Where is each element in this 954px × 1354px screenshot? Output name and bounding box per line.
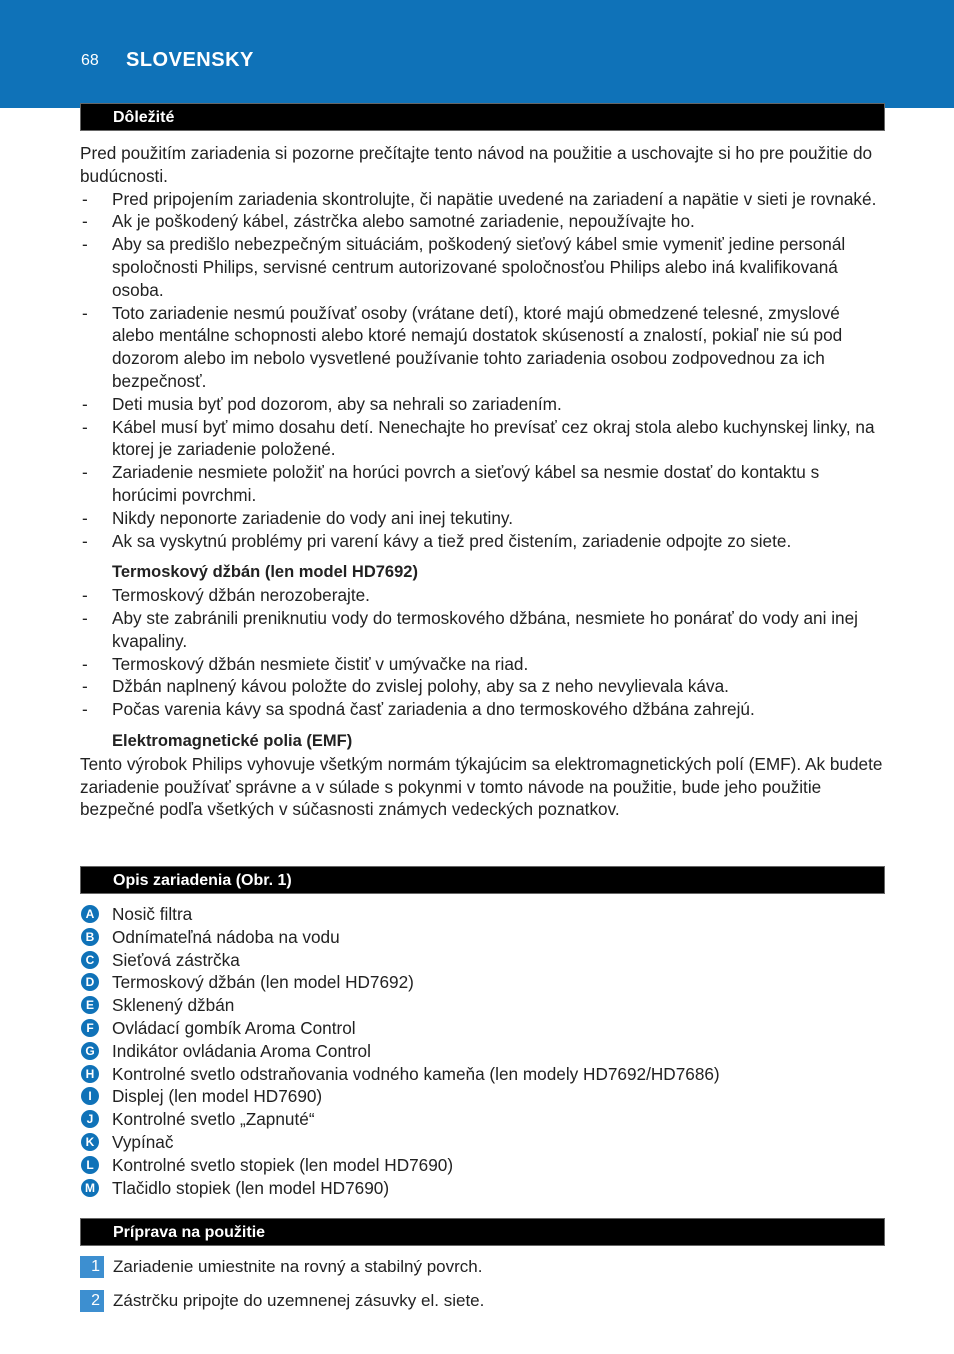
section-header-description bbox=[80, 866, 885, 894]
parts-legend bbox=[80, 903, 885, 1199]
legend-item: F Ovládací gombík Aroma Control bbox=[80, 1017, 885, 1040]
legend-item: I Displej (len model HD7690) bbox=[80, 1085, 885, 1108]
legend-item: H Kontrolné svetlo odstraňovania vodného kameňa (len modely HD7692/HD7686) bbox=[80, 1063, 885, 1086]
list-item: - Aby ste zabránili preniknutiu vody do termoskového džbána, nesmiete ho ponárať do vody ani inej kvapaliny. bbox=[82, 607, 858, 651]
page-number: 68 bbox=[81, 52, 99, 69]
thermo-subheading: Termoskový džbán (len model HD7692) bbox=[112, 563, 418, 582]
list-item: - Ak je poškodený kábel, zástrčka alebo samotné zariadenie, nepoužívajte ho. bbox=[82, 211, 695, 232]
intro-paragraph: Pred použitím zariadenia si pozorne prečítajte tento návod na použitie a uschovajte si ho pre použitie do budúcnosti. bbox=[80, 143, 873, 186]
safety-list bbox=[80, 188, 885, 553]
list-item: - Džbán naplnený kávou položte do zvislej polohy, aby sa z neho nevylievala káva. bbox=[82, 676, 729, 697]
step-text: Zástrčku pripojte do uzemnenej zásuvky el. siete. bbox=[113, 1291, 485, 1310]
list-item: - Toto zariadenie nesmú používať osoby (vrátane detí), ktoré majú obmedzené telesné, zmyslové alebo mentálne schopnosti alebo ktoré nemajú dostatok skúseností a znalostí, pokiaľ nie sú pod dozorom alebo im nebolo vysvetlené používanie tohto zariadenia osobou zodpovednou za ich bezpečnosť. bbox=[82, 302, 843, 391]
legend-item: E Sklenený džbán bbox=[80, 994, 885, 1017]
legend-item: J Kontrolné svetlo „Zapnuté“ bbox=[80, 1108, 885, 1131]
list-item: - Pred pripojením zariadenia skontrolujte, či napätie uvedené na zariadení a napätie v sieti je rovnaké. bbox=[82, 188, 877, 209]
step-2 bbox=[80, 1290, 885, 1312]
emf-subheading: Elektromagnetické polia (EMF) bbox=[112, 731, 353, 750]
emf-paragraph: Tento výrobok Philips vyhovuje všetkým normám týkajúcim sa elektromagnetických polí (EMF). Ak budete zariadenie používať správne a v súlade s pokynmi v tomto návode na použitie, bude jeho použitie bezpečné podľa všetkých v súčasnosti známych vedeckých poznatkov. bbox=[80, 753, 883, 820]
important-content bbox=[80, 142, 885, 821]
letter-badge-icon: B bbox=[81, 928, 99, 946]
letter-badge-icon: M bbox=[81, 1179, 99, 1197]
legend-item: B Odnímateľná nádoba na vodu bbox=[80, 926, 885, 949]
legend-item: K Vypínač bbox=[80, 1131, 885, 1154]
step-1 bbox=[80, 1256, 885, 1278]
letter-badge-icon: K bbox=[81, 1133, 99, 1151]
legend-item: L Kontrolné svetlo stopiek (len model HD7690) bbox=[80, 1154, 885, 1177]
letter-badge-icon: G bbox=[81, 1042, 99, 1060]
legend-item: G Indikátor ovládania Aroma Control bbox=[80, 1040, 885, 1063]
letter-badge-icon: A bbox=[81, 905, 99, 923]
list-item: - Deti musia byť pod dozorom, aby sa nehrali so zariadením. bbox=[82, 393, 562, 414]
step-number: 1 bbox=[80, 1256, 104, 1278]
step-text: Zariadenie umiestnite na rovný a stabilný povrch. bbox=[113, 1257, 483, 1276]
list-item: - Aby sa predišlo nebezpečným situáciám, poškodený sieťový kábel smie vymeniť jedine personál spoločnosti Philips, servisné centrum autorizované spoločnosťou Philips alebo iná kvalifikovaná osoba. bbox=[82, 234, 846, 300]
legend-item: D Termoskový džbán (len model HD7692) bbox=[80, 971, 885, 994]
list-item: - Nikdy neponorte zariadenie do vody ani inej tekutiny. bbox=[82, 507, 513, 528]
legend-item: C Sieťová zástrčka bbox=[80, 949, 885, 972]
letter-badge-icon: J bbox=[81, 1110, 99, 1128]
list-item: - Zariadenie nesmiete položiť na horúci povrch a sieťový kábel sa nesmie dostať do kontaktu s horúcimi povrchmi. bbox=[82, 462, 820, 505]
list-item: - Termoskový džbán nesmiete čistiť v umývačke na riad. bbox=[82, 653, 529, 674]
list-item: - Počas varenia kávy sa spodná časť zariadenia a dno termoskového džbána zahrejú. bbox=[82, 699, 755, 720]
legend-item: M Tlačidlo stopiek (len model HD7690) bbox=[80, 1177, 885, 1200]
letter-badge-icon: D bbox=[81, 973, 99, 991]
list-item: - Kábel musí byť mimo dosahu detí. Nenechajte ho prevísať cez okraj stola alebo kuchynskej linky, na ktorej je zariadenie položené. bbox=[82, 416, 875, 460]
list-item: - Termoskový džbán nerozoberajte. bbox=[82, 585, 370, 606]
description-content bbox=[80, 903, 885, 1199]
section-header-preparation bbox=[80, 1218, 885, 1246]
letter-badge-icon: I bbox=[81, 1087, 99, 1105]
legend-item: A Nosič filtra bbox=[80, 903, 885, 926]
thermo-list bbox=[80, 584, 885, 721]
letter-badge-icon: F bbox=[81, 1019, 99, 1037]
letter-badge-icon: E bbox=[81, 996, 99, 1014]
section-title: Príprava na použitie bbox=[113, 1224, 266, 1241]
section-title: Dôležité bbox=[113, 109, 175, 126]
language-title: SLOVENSKY bbox=[126, 49, 254, 71]
letter-badge-icon: L bbox=[81, 1156, 99, 1174]
header-bar bbox=[0, 0, 954, 108]
step-number: 2 bbox=[80, 1290, 104, 1312]
list-item: - Ak sa vyskytnú problémy pri varení kávy a tiež pred čistením, zariadenie odpojte zo siete. bbox=[82, 530, 792, 551]
letter-badge-icon: H bbox=[81, 1065, 99, 1083]
letter-badge-icon: C bbox=[81, 951, 99, 969]
section-title: Opis zariadenia (Obr. 1) bbox=[113, 872, 292, 889]
section-header-important bbox=[80, 103, 885, 131]
